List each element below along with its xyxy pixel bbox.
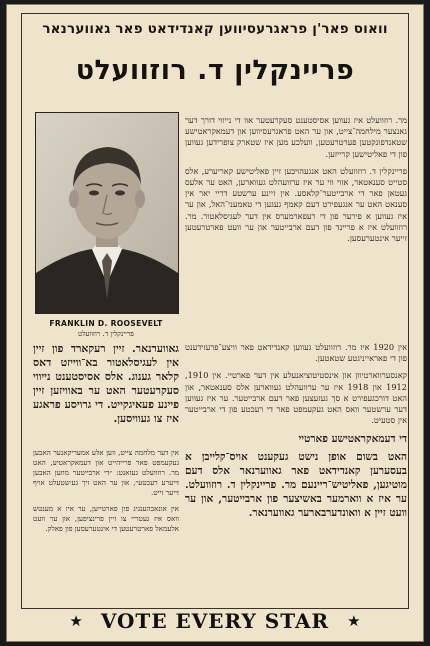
paragraph: אין דער מלחמה צייט, ווען אלע אמעריקאנער האבען געקעמפט פאר פרייהייט און דעמאקראטיע, האט מר. רוזוועלט געזאגט: ״די ארבייטער מוזען האבען זייערע רעכטע״, און ער האט זיך גע׳שטעלט אויף זייער זייט. xyxy=(33,448,179,497)
candidate-portrait xyxy=(35,112,179,314)
article-column-left-small xyxy=(33,448,179,586)
article-column-right-bottom xyxy=(185,342,407,586)
candidate-name-heading: פריינקלין ד. רוזוועלט xyxy=(75,55,355,86)
paragraph: מר. רוזוועלט איז געווען אסיסטענט סעקרעטער אוו די נייווי דורך דער גאנצער מילחמה־צייט, און ער האט פראגרעסיווען און דעמאקראטישע שטאנדפונקטען פערטרעטען, וועלכע מען איז שטארק צופרידען געווען פון די פאליטישען קרייזען. xyxy=(185,115,407,159)
article-column-left-large: גאווערנאר. זיין רעקארד פון זיין אין לעגיסלאטור בא־ווייזט דאס קלאר גענוג. אלס אסיסטענט נייווי סעקרעטער האט ער באוויזען זיין פיינע פעאיגקייט. די גרויסע פראגע איז צו געוויסען. xyxy=(33,342,179,425)
article-column-right-top xyxy=(185,115,407,339)
portrait-image xyxy=(36,113,178,313)
star-icon: ★ xyxy=(347,611,361,630)
vote-slogan: VOTE EVERY STAR xyxy=(100,609,330,633)
emphasis-lead: די דעמאקראטישע פארטיי xyxy=(298,433,407,446)
paragraph: פריינקלין ד. רוזוועלט האט אנגעהויבען זיין פאליטישע קאריערע, אלס סטייט סענאטאר, אזוי ווי ער איז ערוועהלט געווארען, האט ער אלעס געטאן פאר די ארבייטער־קלאסע. אין זיינע ערשטע דריי יאר אין סענאט האט ער אנגעפירט דעם קאמף געגען די טאמעני־האל, און ער איז געווען א פירער פון די רעפארמערס אין דער לעגיסלאטור. מר. רוזוועלט איז א פריינד פון דעם ארבייטער און ער וועט פארטרעטען זייער אינטערעסען. xyxy=(185,165,407,244)
emphasis-body: האט בשום אופן נישט געקענט אויס־קלייבן א בעסערען קאנדידאט פאר גאווערנאר אלס דעם מוטיגען, פאליטיש־ריינעם מר. פריינקלין ד. רוזוועלט. ער איז א ווארמער באשיצער פון ארבייטער, און ער וועט זיין א וואונדערבארער גאווערנאר. xyxy=(185,451,407,520)
vote-slogan-bar xyxy=(7,609,423,633)
photo-caption-yiddish: פריינקלין ד. רוזוועלט xyxy=(78,330,134,338)
paragraph: אין 1920 איז מר. רוזוועלט געווען קאנדידאט פאר וויצע־פרעזידענט פון די פאראייניגטע שטאטען. xyxy=(185,342,407,364)
paragraph-emphasis xyxy=(185,432,407,520)
campaign-leaflet xyxy=(6,4,424,642)
paragraph: קאנסערווארטיוון און אינסטיטוציאנעלע אין דער פארטיי. אין 1910, 1912 און 1918 איז ער ערוועהלט געווארען אלס סענאטאר, און האט דורכגעפירט א סך געזעצען פאר דעם ארבייטער. ער איז געווען דער ערשטער וואס האט געקעמפט פאר די רעכטע פון די ארבייטער אין סטעיט. xyxy=(185,370,407,426)
photo-caption-english: FRANKLIN D. ROOSEVELT xyxy=(49,319,163,328)
paragraph: אין אונאבהענגיג פון פארטייען, ער איז א מענטש וואס איז געטריי צו זיין פרינציפען, און ער וועט אלעמאל פארטרעטען די אינטערעסען פון פאלק. xyxy=(33,504,179,533)
top-heading: וואוס פאר'ן פראגרעסיווען קאנדידאט פאר גאווערנאר xyxy=(42,21,388,37)
star-icon: ★ xyxy=(69,611,83,630)
